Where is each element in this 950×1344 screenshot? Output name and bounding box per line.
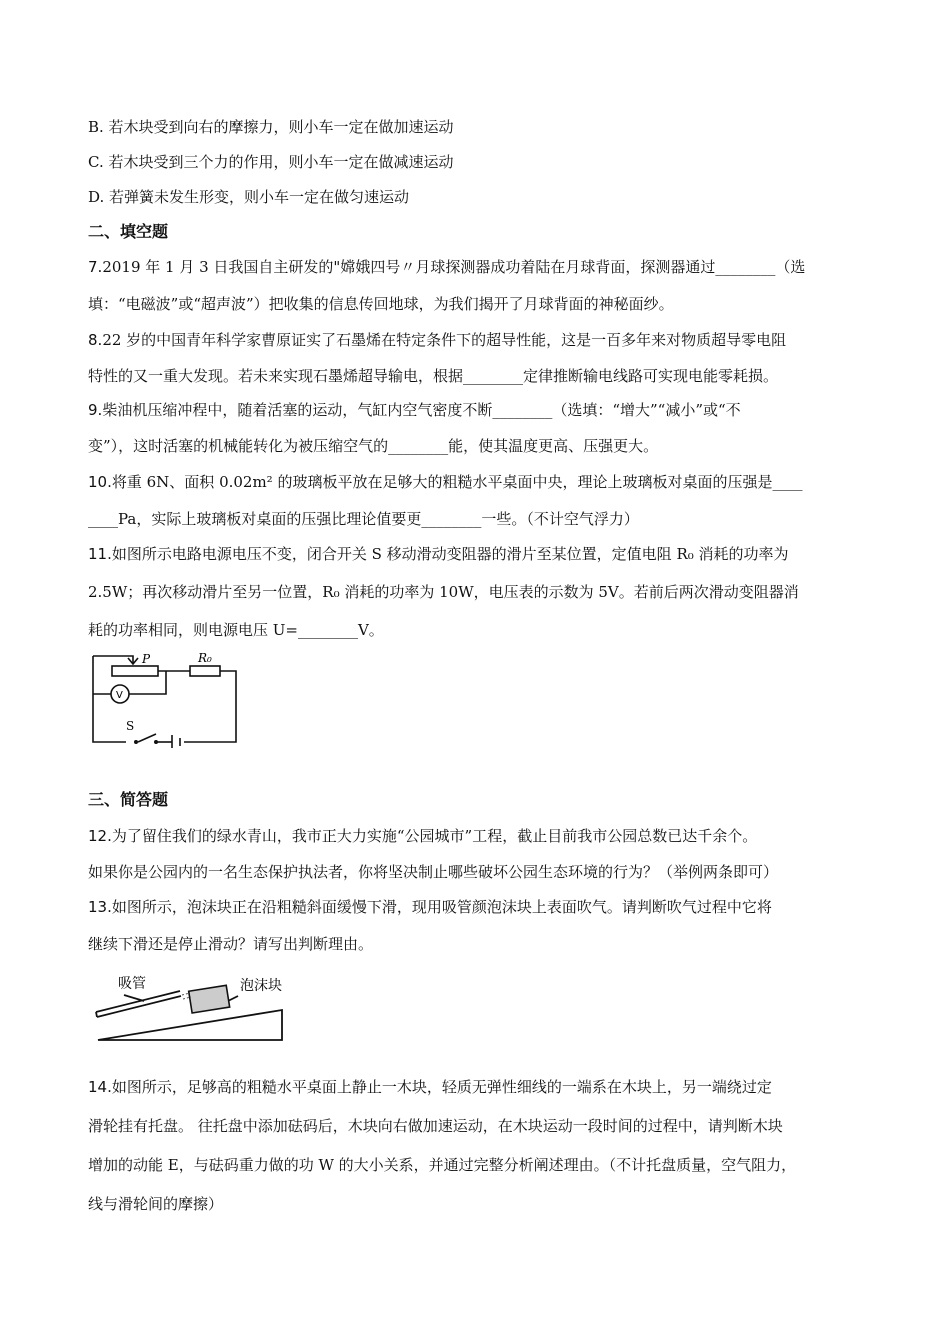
q11-line-3: 耗的功率相同，则电源电压 U=________V。 [88, 621, 384, 639]
option-c: C. 若木块受到三个力的作用，则小车一定在做减速运动 [88, 153, 454, 171]
label-p: P [142, 652, 151, 666]
q13-line-1: 13.如图所示，泡沫块正在沿粗糙斜面缓慢下滑，现用吸管颜泡沫块上表面吹气。请判断吹气过程中它将 [88, 898, 772, 916]
q9-line-1: 9.柴油机压缩冲程中，随着活塞的运动，气缸内空气密度不断________（选填：“增大”“减小”或“不 [88, 401, 741, 419]
label-straw: 吸管 [118, 976, 146, 992]
q11-line-2: 2.5W；再次移动滑片至另一位置，R₀ 消耗的功率为 10W，电压表的示数为 5V。若前后两次滑动变阻器消 [88, 583, 799, 601]
q13-number: 13. [88, 898, 112, 916]
q10-line-2: ____Pa，实际上玻璃板对桌面的压强比理论值要更________一些。（不计空气浮力） [88, 510, 639, 528]
q14-line-1: 14.如图所示，足够高的粗糙水平桌面上静止一木块，轻质无弹性细线的一端系在木块上，另一端绕过定 [88, 1078, 772, 1096]
incline-diagram [88, 968, 303, 1046]
q14-number: 14. [88, 1078, 112, 1096]
rheostat-symbol [112, 666, 158, 676]
q11-line-1: 11.如图所示电路电源电压不变，闭合开关 S 移动滑动变阻器的滑片至某位置，定值电阻 R₀ 消耗的功率为 [88, 545, 789, 563]
q14-line-3: 增加的动能 E，与砝码重力做的功 W 的大小关系，并通过完整分析阐述理由。（不计托盘质量，空气阻力， [88, 1156, 797, 1174]
q8-line-1: 8.22 岁的中国青年科学家曹原证实了石墨烯在特定条件下的超导性能，这是一百多年来对物质超导零电阻 [88, 331, 787, 349]
circuit-diagram [88, 650, 243, 748]
label-s: S [126, 719, 135, 733]
option-b: B. 若木块受到向右的摩擦力，则小车一定在做加速运动 [88, 118, 454, 136]
section-3-title: 三、简答题 [88, 790, 169, 809]
q14-line-4: 线与滑轮间的摩擦） [88, 1195, 224, 1213]
q7-line-1: 7.2019 年 1 月 3 日我国自主研发的"嫦娥四号〃月球探测器成功着陆在月球背面，探测器通过________（选 [88, 258, 806, 276]
incline-slope [98, 1010, 282, 1040]
label-r0: R₀ [198, 651, 212, 665]
q9-number: 9. [88, 401, 103, 419]
resistor-r0-symbol [190, 666, 220, 676]
q12-number: 12. [88, 827, 112, 845]
foam-block [189, 985, 230, 1013]
label-v: V [116, 690, 123, 701]
q11-number: 11. [88, 545, 112, 563]
q14-line-2: 滑轮挂有托盘。 往托盘中添加砝码后，木块向右做加速运动，在木块运动一段时间的过程中，请判断木块 [88, 1117, 783, 1135]
q9-line-2: 变”），这时活塞的机械能转化为被压缩空气的________能，使其温度更高、压强更大。 [88, 437, 659, 455]
q8-line-2: 特性的又一重大发现。若未来实现石墨烯超导输电，根据________定律推断输电线路可实现电能零耗损。 [88, 367, 779, 385]
q12-line-1: 12.为了留住我们的绿水青山，我市正大力实施“公园城市”工程，截止目前我市公园总数已达千余个。 [88, 827, 758, 845]
q12-line-2: 如果你是公园内的一名生态保护执法者，你将坚决制止哪些破坏公园生态环境的行为？（举例两条即可） [88, 863, 779, 881]
option-d: D. 若弹簧未发生形变，则小车一定在做匀速运动 [88, 188, 410, 206]
q7-line-2: 填：“电磁波”或“超声波”）把收集的信息传回地球，为我们揭开了月球背面的神秘面纱。 [88, 295, 674, 313]
q8-number: 8. [88, 331, 103, 349]
section-2-title: 二、填空题 [88, 222, 169, 241]
q10-number: 10. [88, 473, 112, 491]
q10-line-1: 10.将重 6N、面积 0.02m² 的玻璃板平放在足够大的粗糙水平桌面中央，理论上玻璃板对桌面的压强是____ [88, 473, 803, 491]
q13-line-2: 继续下滑还是停止滑动？请写出判断理由。 [88, 935, 374, 953]
q7-number: 7. [88, 258, 103, 276]
label-foam-block: 泡沫块 [240, 978, 282, 994]
